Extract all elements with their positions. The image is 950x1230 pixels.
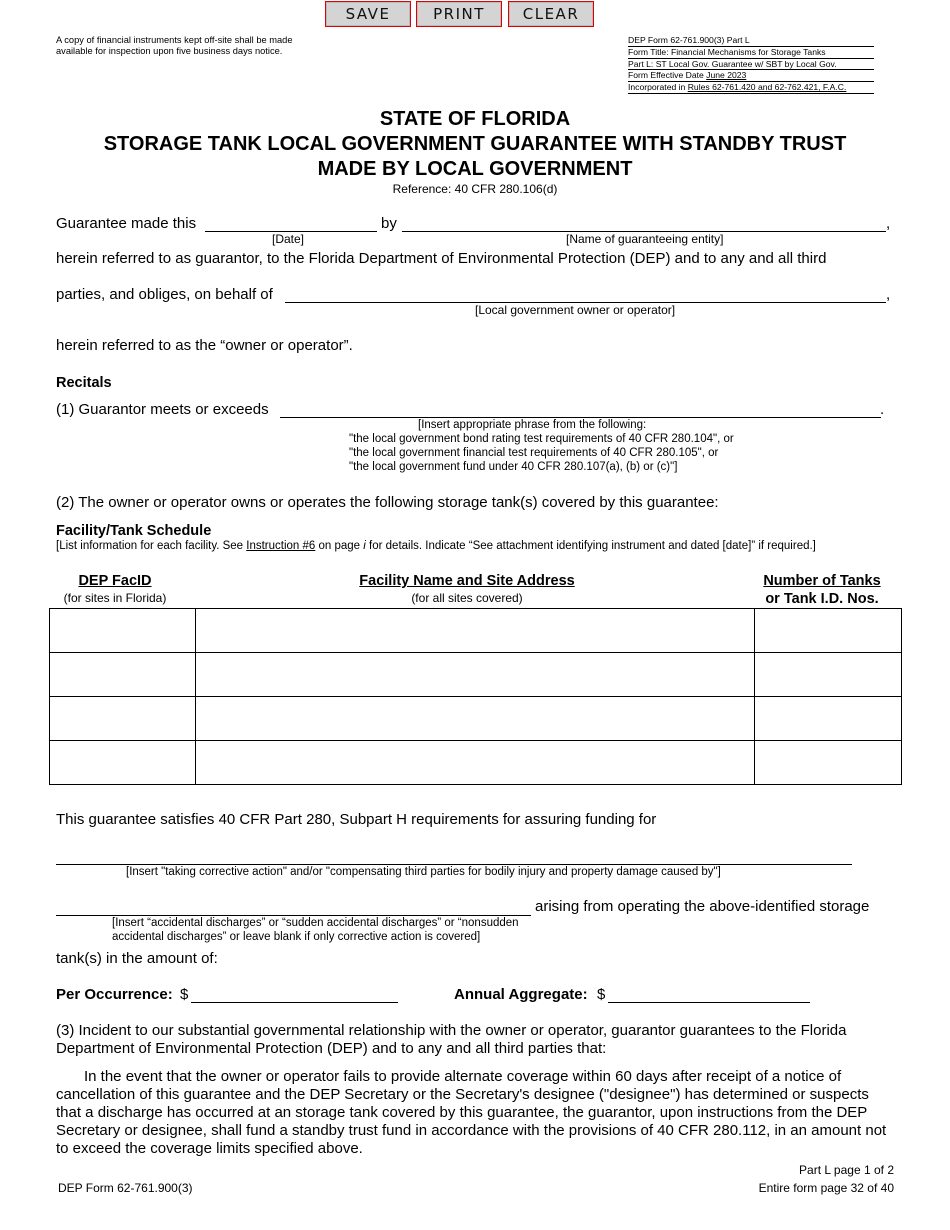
footer-form: DEP Form 62-761.900(3)	[58, 1181, 193, 1195]
save-button[interactable]: SAVE	[325, 1, 411, 27]
phrase-option-1: "the local government bond rating test requirements of 40 CFR 280.104", or	[349, 433, 734, 445]
form-part: Part L: ST Local Gov. Guarantee w/ SBT by Local Gov.	[628, 59, 874, 71]
reference: Reference: 40 CFR 280.106(d)	[392, 182, 558, 196]
phrase-intro: [Insert appropriate phrase from the following:	[418, 419, 647, 431]
owner-caption: [Local government owner or operator]	[475, 303, 676, 317]
tanks-cell[interactable]	[755, 653, 902, 697]
comma: ,	[886, 286, 891, 303]
guaranteeing-entity-field[interactable]	[402, 215, 886, 232]
per-occurrence-field[interactable]	[191, 986, 398, 1003]
facid-cell[interactable]	[50, 741, 196, 785]
clear-button[interactable]: CLEAR	[508, 1, 594, 27]
per-occurrence-label: Per Occurrence:	[56, 986, 173, 1003]
footer-part-page: Part L page 1 of 2	[799, 1163, 894, 1177]
tanks-cell[interactable]	[755, 609, 902, 653]
facid-cell[interactable]	[50, 653, 196, 697]
phrase-option-2: "the local government financial test requirements of 40 CFR 280.105", or	[349, 447, 719, 459]
title-main: STORAGE TANK LOCAL GOVERNMENT GUARANTEE WITH STANDBY TRUST	[103, 133, 847, 155]
owner-operator-field[interactable]	[285, 286, 886, 303]
form-info-box	[628, 35, 874, 94]
facility-address-cell[interactable]	[196, 653, 755, 697]
obliges-label: parties, and obliges, on behalf of	[56, 286, 273, 303]
annual-aggregate-field[interactable]	[608, 986, 810, 1003]
discharge-caption-1: [Insert “accidental discharges” or “sudden accidental discharges” or “nonsudden	[112, 917, 519, 929]
facid-cell[interactable]	[50, 609, 196, 653]
table-row	[50, 697, 902, 741]
item-3-paragraph: In the event that the owner or operator fails to provide alternate coverage within 60 days after receipt of a notice of cancellation of this guarantee and the DEP Secretary or the Secretary's designee ("designee") has determined or suspects that a discharge has occurred at an storage tank covered by this guarantee, the guarantor, upon instructions from the DEP Secretary or designee, shall fund a standby trust fund in accordance with the provisions of 40 CFR 280.112, in an amount not to exceed the coverage limits specified above.	[56, 1068, 887, 1157]
col-facid-header: DEP FacID	[78, 573, 152, 589]
per-occurrence-currency: $	[180, 986, 189, 1003]
title-sub: MADE BY LOCAL GOVERNMENT	[317, 158, 633, 180]
form-title: Form Title: Financial Mechanisms for Storage Tanks	[628, 47, 874, 59]
schedule-heading: Facility/Tank Schedule	[56, 523, 212, 539]
recitals-heading: Recitals	[56, 375, 112, 391]
discharge-caption-2: accidental discharges” or leave blank if only corrective action is covered]	[112, 931, 481, 943]
annual-aggregate-currency: $	[597, 986, 606, 1003]
date-caption: [Date]	[272, 232, 305, 246]
offsite-note	[56, 35, 293, 56]
facid-cell[interactable]	[50, 697, 196, 741]
tanks-cell[interactable]	[755, 697, 902, 741]
amount-text: tank(s) in the amount of:	[56, 950, 218, 967]
arising-text: arising from operating the above-identified storage	[535, 898, 870, 915]
tanks-cell[interactable]	[755, 741, 902, 785]
phrase-option-3: "the local government fund under 40 CFR 280.107(a), (b) or (c)"]	[349, 461, 678, 473]
annual-aggregate-label: Annual Aggregate:	[454, 986, 588, 1003]
form-incorporated: Incorporated in Rules 62-761.420 and 62-762.421, F.A.C.	[628, 82, 874, 94]
form-effective: Form Effective Date June 2023	[628, 70, 874, 82]
recital-1-label: (1) Guarantor meets or exceeds	[56, 401, 269, 418]
footer-entire-page: Entire form page 32 of 40	[758, 1181, 894, 1195]
form-number: DEP Form 62-761.900(3) Part L	[628, 35, 874, 47]
table-row	[50, 653, 902, 697]
table-row	[50, 609, 902, 653]
facility-address-cell[interactable]	[196, 741, 755, 785]
col-facility-sub: (for all sites covered)	[411, 591, 523, 605]
coverage-type-field[interactable]	[56, 846, 852, 865]
owner-referred-text: herein referred to as the “owner or operator”.	[56, 337, 353, 354]
print-button[interactable]: PRINT	[416, 1, 502, 27]
col-facility-header: Facility Name and Site Address	[359, 573, 575, 589]
guarantor-text: herein referred to as guarantor, to the Florida Department of Environmental Protection (DEP) and to any and all third	[56, 250, 827, 267]
instruction-6-link[interactable]: Instruction #6	[246, 540, 316, 552]
table-row	[50, 741, 902, 785]
offsite-note-line2: available for inspection upon five business days notice.	[56, 45, 283, 56]
date-field[interactable]	[205, 215, 377, 232]
comma: ,	[886, 215, 891, 232]
title-state: STATE OF FLORIDA	[379, 108, 571, 130]
made-this-label: Guarantee made this	[56, 215, 197, 232]
item-3-text: (3) Incident to our substantial governmental relationship with the owner or operator, guarantor guarantees to the Florida Department of Environmental Protection (DEP) and to any and all third parties that:	[56, 1022, 847, 1057]
guarantor-test-field[interactable]	[280, 401, 881, 418]
facility-schedule-table	[49, 608, 902, 785]
satisfies-text: This guarantee satisfies 40 CFR Part 280, Subpart H requirements for assuring funding for	[56, 811, 657, 828]
period: .	[880, 401, 885, 418]
facility-address-cell[interactable]	[196, 609, 755, 653]
discharge-type-field[interactable]	[56, 898, 531, 916]
by-label: by	[381, 215, 397, 232]
facility-address-cell[interactable]	[196, 697, 755, 741]
offsite-note-line1: A copy of financial instruments kept off-site shall be made	[56, 35, 293, 45]
entity-caption: [Name of guaranteeing entity]	[566, 232, 724, 246]
coverage-type-caption: [Insert "taking corrective action" and/or "compensating third parties for bodily injury and property damage caused by"]	[126, 866, 721, 878]
col-tanks-header-2: or Tank I.D. Nos.	[765, 591, 879, 607]
recital-2: (2) The owner or operator owns or operates the following storage tank(s) covered by this guarantee:	[56, 494, 719, 511]
schedule-instructions: [List information for each facility. See Instruction #6 on page i for details. Indicate “See attachment identifying instrument and dated [date]” if required.]	[56, 540, 816, 552]
col-tanks-header: Number of Tanks	[763, 573, 881, 589]
col-facid-sub: (for sites in Florida)	[63, 591, 167, 605]
